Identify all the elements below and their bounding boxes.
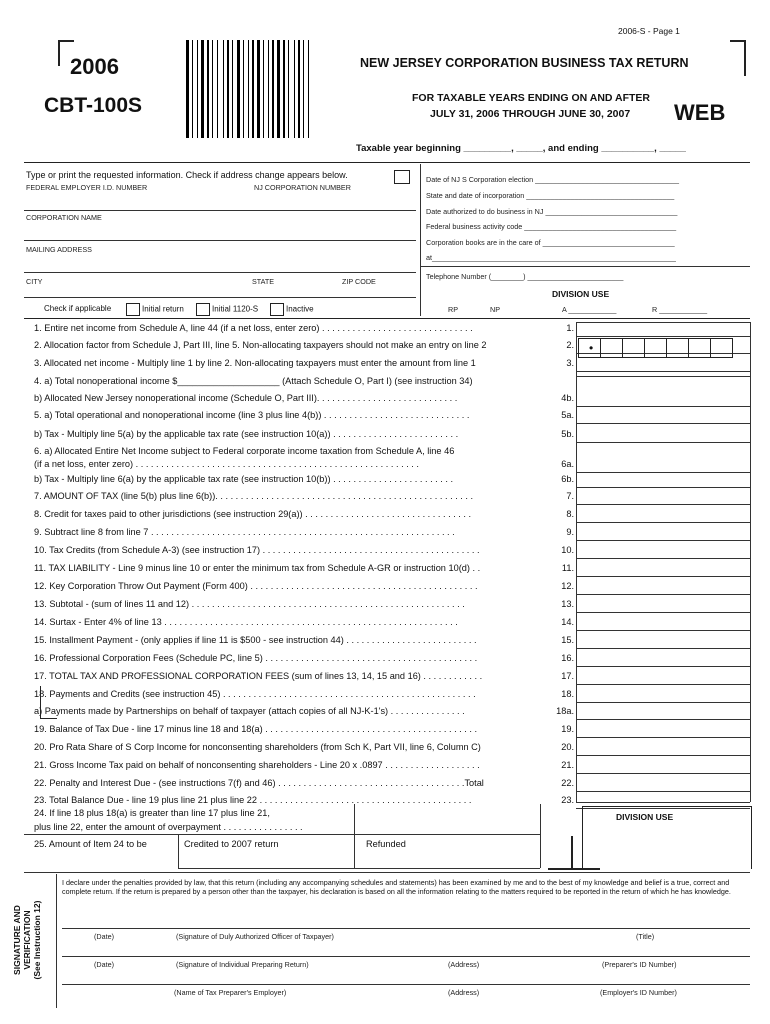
allocation-digit-box[interactable] [622,338,645,358]
line-24-text-1: 24. If line 18 plus 18(a) is greater than line 17 plus line 21, [34,808,270,818]
line-24-amount-field[interactable] [576,755,750,756]
barcode-bar [272,40,274,138]
inactive-label: Inactive [286,304,314,314]
zip-label: ZIP CODE [342,277,376,286]
rp-label: RP [448,305,458,314]
amount-row-1-top [576,322,750,323]
line-11-amount-field[interactable] [576,522,750,523]
division-use-mark-h [548,868,600,870]
line-19-text: 16. Professional Corporation Fees (Schedule PC, line 5) . . . . . . . . . . . . . . . . . . . . . . . . . . . . . . . . . . . . . . . . . . [34,653,478,663]
side-label-1: SIGNATURE AND [12,905,22,975]
amount-col-right [750,322,751,802]
line-16-amount-field[interactable] [576,612,750,613]
line-22-amount-field[interactable] [576,719,750,720]
barcode-bar [227,40,229,138]
line-0-text: 1. Entire net income from Schedule A, line 44 (if a net loss, enter zero) . . . . . . . . . . . . . . . . . . . . . . . . . . . . . . [34,323,473,333]
division-use-top: DIVISION USE [552,289,610,299]
line-14-amount-field[interactable] [576,576,750,577]
corp-name-field-line[interactable] [24,240,416,241]
line-2-amount-field[interactable] [576,371,750,372]
sig-date-1: (Date) [94,932,114,941]
line-19-amount-field[interactable] [576,666,750,667]
line-25-bottom [178,868,540,869]
date-authorized[interactable]: Date authorized to do business in NJ _________________________________ [426,207,678,216]
fein-label: FEDERAL EMPLOYER I.D. NUMBER [26,183,148,192]
line-5-text: 5. a) Total operational and nonoperational income (line 3 plus line 4(b)) . . . . . . . . . . . . . . . . . . . . . . . . . . . . . [34,410,470,420]
barcode-bar [294,40,295,138]
line-10-amount-field[interactable] [576,504,750,505]
line-17-number: 14. [561,617,574,627]
sig-title: (Title) [636,932,655,941]
line-24-amount-right [540,804,541,868]
line-2-text: 3. Allocated net income - Multiply line 1 by line 2. Non-allocating taxpayers must enter the amount from line 1 [34,358,476,368]
line-18-text: 15. Installment Payment - (only applies if line 11 is $500 - see instruction 44) . . . . . . . . . . . . . . . . . . . . . . . . . . [34,635,477,645]
officer-sig-line[interactable] [62,928,750,929]
page-label: 2006-S - Page 1 [618,26,680,36]
line-9-number: 6b. [561,474,574,484]
inactive-checkbox[interactable] [270,303,284,316]
amount-line3-under [576,376,750,377]
line-17-text: 14. Surtax - Enter 4% of line 13 . . . . . . . . . . . . . . . . . . . . . . . . . . . . . . . . . . . . . . . . . . . . . . . . . . . . . . . . . . [34,617,458,627]
line-3-text: 4. a) Total nonoperational income $____________________ (Attach Schedule O, Part I) (see instruction 34) [34,376,473,386]
corp-name-label: CORPORATION NAME [26,213,102,222]
line-15-text: 12. Key Corporation Throw Out Payment (Form 400) . . . . . . . . . . . . . . . . . . . . . . . . . . . . . . . . . . . . . . . . . . . . . [34,581,478,591]
line-26-number: 22. [561,778,574,788]
sig-employer-name: (Name of Tax Preparer's Employer) [174,988,287,997]
line-26-text: 22. Penalty and Interest Due - (see instructions 7(f) and 46) . . . . . . . . . . . . . . . . . . . . . . . . . . . . . . . . . . . . .Total [34,778,484,788]
line-4-number: 4b. [561,393,574,403]
nj-corp-label: NJ CORPORATION NUMBER [254,183,351,192]
line-5-amount-field[interactable] [576,423,750,424]
sig-preparer: (Signature of Individual Preparing Return) [176,960,309,969]
refunded-label: Refunded [366,839,406,849]
barcode-bar [197,40,198,138]
city-label: CITY [26,277,43,286]
line-25-number: 21. [561,760,574,770]
line-24-number: 20. [561,742,574,752]
np-label: NP [490,305,500,314]
barcode-bar [243,40,244,138]
barcode-bar [223,40,224,138]
line-13-text: 10. Tax Credits (from Schedule A-3) (see instruction 17) . . . . . . . . . . . . . . . . . . . . . . . . . . . . . . . . . . . . . . . . . . . [34,545,480,555]
barcode-bar [257,40,260,138]
address-change-checkbox[interactable] [394,170,410,184]
line-12-text: 9. Subtract line 8 from line 7 . . . . . . . . . . . . . . . . . . . . . . . . . . . . . . . . . . . . . . . . . . . . . . . . . . . . . . . . . . . . [34,527,455,537]
barcode-bar [248,40,249,138]
signature-side-rule [56,874,57,1008]
line-22-text: a) Payments made by Partnerships on behalf of taxpayer (attach copies of all NJ-K-1's) . . . . . . . . . . . . . . . [34,706,465,716]
initial-return-option[interactable] [126,303,184,316]
line-5-number: 5a. [561,410,574,420]
division-r: R ____________ [652,305,708,314]
line-10-number: 7. [566,491,574,501]
right-block-divider [420,164,421,316]
line-22-number: 18a. [556,706,574,716]
initial-return-checkbox[interactable] [126,303,140,316]
check-applicable [44,304,111,313]
side-label-3: (See Instruction 12) [32,900,42,980]
state-label: STATE [252,277,275,286]
line-20-text: 17. TOTAL TAX AND PROFESSIONAL CORPORATION FEES (sum of lines 13, 14, 15 and 16) . . . . . . . . . . . . [34,671,483,681]
allocation-digit-box[interactable] [666,338,689,358]
fein-field-line[interactable] [24,210,416,211]
line-4-amount-field[interactable] [576,406,750,407]
rule-signature-top [24,872,750,873]
line-9-amount-field[interactable] [576,487,750,488]
line-24-rule [24,834,354,835]
decimal-point: • [589,341,594,355]
allocation-digit-box[interactable] [710,338,733,358]
line-16-text: 13. Subtotal - (sum of lines 11 and 12) . . . . . . . . . . . . . . . . . . . . . . . . . . . . . . . . . . . . . . . . . . . . . . . . . . . . . . [34,599,465,609]
barcode-bar [232,40,233,138]
line-24-text-2: plus line 22, enter the amount of overpayment . . . . . . . . . . . . . . . . [34,822,303,832]
line-27-number: 23. [561,795,574,805]
employer-line[interactable] [62,984,750,985]
line-0-amount-field[interactable] [576,336,750,337]
taxable-year: Taxable year beginning _________, _____, and ending __________, _____ [356,143,686,154]
line-21-number: 18. [561,689,574,699]
barcode-bar [186,40,189,138]
city-field-line[interactable] [24,297,416,298]
allocation-digit-box[interactable] [644,338,667,358]
web-label: WEB [674,100,726,125]
mailing-field-line[interactable] [24,272,416,273]
declaration-text: I declare under the penalties provided by law, that this return (including any accompanying schedules and statements) has been examined by me and to the best of my knowledge and belief is a true, correct and complete return. If the return is prepared by a person other than the taxpayer, his declaration is based on all the information relating to the matters required to be reported in the return of which he has knowledge. [62,878,731,896]
line-9-text: b) Tax - Multiply line 6(a) by the applicable tax rate (see instruction 10(b)) . . . . . . . . . . . . . . . . . . . . . . . . [34,474,454,484]
id-instruction [26,170,348,180]
barcode-bar [217,40,218,138]
sig-address-2: (Address) [448,988,480,997]
rule-lines-top [24,318,750,319]
sig-address-1: (Address) [448,960,480,969]
line-12-number: 9. [566,527,574,537]
line-11-number: 8. [566,509,574,519]
line-23-text: 19. Balance of Tax Due - line 17 minus line 18 and 18(a) . . . . . . . . . . . . . . . . . . . . . . . . . . . . . . . . . . . . . . . . . . [34,724,478,734]
line-1-text: 2. Allocation factor from Schedule J, Part III, line 5. Non-allocating taxpayers should not make an entry on line 2 [34,340,487,350]
amount-col-left [576,322,577,802]
form-subtitle-2: JULY 31, 2006 THROUGH JUNE 30, 2007 [430,108,631,120]
line-16-number: 13. [561,599,574,609]
line-11-text: 8. Credit for taxes paid to other jurisdictions (see instruction 29(a)) . . . . . . . . . . . . . . . . . . . . . . . . . . . . . . . . . [34,509,472,519]
barcode-bar [298,40,300,138]
books-at[interactable]: at_____________________________________________________________ [426,253,676,262]
barcode-bar [192,40,193,138]
line-14-number: 11. [561,563,574,573]
line-8-number: 6a. [561,459,574,469]
line-13-amount-field[interactable] [576,558,750,559]
line-4-text: b) Allocated New Jersey nonoperational income (Schedule O, Part III). . . . . . . . . . . . . . . . . . . . . . . . . . . . [34,393,458,403]
signature-side-label [12,874,52,1006]
line-21-amount-field[interactable] [576,702,750,703]
form-id: CBT-100S [44,94,143,117]
federal-activity-code[interactable]: Federal business activity code ______________________________________ [426,222,677,231]
line-10-text: 7. AMOUNT OF TAX (line 5(b) plus line 6(b)). . . . . . . . . . . . . . . . . . . . . . . . . . . . . . . . . . . . . . . . . . . . . . . . . . . [34,491,474,501]
line-18-amount-field[interactable] [576,648,750,649]
books-care-of[interactable]: Corporation books are in the care of _________________________________ [426,238,675,247]
division-a: A ____________ [562,305,617,314]
line-1-number: 2. [566,340,574,350]
line-8-text: (if a net loss, enter zero) . . . . . . . . . . . . . . . . . . . . . . . . . . . . . . . . . . . . . . . . . . . . . . . . . . . . . . . . [34,459,419,469]
amount-col-bottom [576,802,750,803]
line-24-divider [354,804,355,868]
barcode-bar [303,40,304,138]
barcode-bar [201,40,204,138]
initial-1120s-checkbox[interactable] [196,303,210,316]
allocation-digit-box[interactable] [600,338,623,358]
barcode-bar [283,40,285,138]
line-25-divider-1 [178,834,179,868]
line-24-text: 20. Pro Rata Share of S Corp Income for nonconsenting shareholders (from Sch K, Part VII, line 6, Column C) [34,742,481,752]
line-15-number: 12. [561,581,574,591]
division-use-mark-v [571,836,573,870]
line-15-amount-field[interactable] [576,594,750,595]
sig-preparer-id: (Preparer's ID Number) [602,960,677,969]
barcode-bar [207,40,209,138]
barcode-bar [237,40,240,138]
line-6-number: 5b. [561,429,574,439]
line-23-number: 19. [561,724,574,734]
barcode-bar [308,40,309,138]
barcode-bar [212,40,213,138]
barcode-bar [277,40,280,138]
credited-label: Credited to 2007 return [184,839,279,849]
line-2-number: 3. [566,358,574,368]
line-8-amount-field[interactable] [576,472,750,473]
line-21-text: 18. Payments and Credits (see instruction 45) . . . . . . . . . . . . . . . . . . . . . . . . . . . . . . . . . . . . . . . . . . . . . . . . . . [34,689,476,699]
form-subtitle-1: FOR TAXABLE YEARS ENDING ON AND AFTER [412,92,651,104]
corner-bracket-right [730,40,746,76]
line-6-text: b) Tax - Multiply line 5(a) by the applicable tax rate (see instruction 10(a)) . . . . . . . . . . . . . . . . . . . . . . . . . [34,429,459,439]
barcode-bar [288,40,289,138]
initial-1120s-option[interactable] [196,303,258,316]
line-25-label: 25. Amount of Item 24 to be [34,839,147,849]
line-23-amount-field[interactable] [576,737,750,738]
initial-return-label: Initial return [142,304,184,314]
id-instruction-text: Type or print the requested information. Check if address change appears below. [26,170,348,180]
preparer-sig-line[interactable] [62,956,750,957]
line-26-amount-field[interactable] [576,791,750,792]
sig-employer-id: (Employer's ID Number) [600,988,677,997]
line-19-number: 16. [561,653,574,663]
state-incorporation[interactable]: State and date of incorporation _____________________________________ [426,191,675,200]
barcode-bar [263,40,264,138]
form-year: 2006 [70,54,119,79]
line-25-amount-field[interactable] [576,773,750,774]
side-label-2: VERIFICATION [22,910,32,970]
line-24-amount-bottom [354,834,540,835]
check-label: Check if applicable [44,304,112,313]
inactive-option[interactable] [270,303,314,316]
line-20-amount-field[interactable] [576,684,750,685]
line-18-bracket [40,686,57,719]
sig-officer: (Signature of Duly Authorized Officer of Taxpayer) [176,932,334,941]
line-13-number: 10. [561,545,574,555]
mailing-label: MAILING ADDRESS [26,245,92,254]
barcode-bar [252,40,254,138]
barcode [186,40,354,138]
allocation-digit-box[interactable] [688,338,711,358]
line-12-amount-field[interactable] [576,540,750,541]
line-18-number: 15. [561,635,574,645]
line-6-amount-field[interactable] [576,442,750,443]
initial-1120s-label: Initial 1120-S [212,304,259,314]
telephone-number[interactable]: Telephone Number (________) ________________________ [426,272,624,281]
line-25-text: 21. Gross Income Tax paid on behalf of nonconsenting shareholders - Line 20 x .0897 . . . . . . . . . . . . . . . . . . . [34,760,480,770]
line-7-text: 6. a) Allocated Entire Net Income subject to Federal corporate income taxation from Schedule A, line 46 [34,446,455,456]
form-title: NEW JERSEY CORPORATION BUSINESS TAX RETURN [360,56,689,70]
line-0-number: 1. [566,323,574,333]
sig-date-2: (Date) [94,960,114,969]
line-20-number: 17. [561,671,574,681]
line-27-text: 23. Total Balance Due - line 19 plus line 21 plus line 22 . . . . . . . . . . . . . . . . . . . . . . . . . . . . . . . . . . . . . . . . . . [34,795,472,805]
line-17-amount-field[interactable] [576,630,750,631]
division-use-bottom: DIVISION USE [616,812,674,822]
rule-telephone-top [420,266,750,267]
nj-s-election[interactable]: Date of NJ S Corporation election ____________________________________ [426,175,679,184]
line-14-text: 11. TAX LIABILITY - Line 9 minus line 10 or enter the minimum tax from Schedule A-GR or instruction 10(d) . . [34,563,481,573]
barcode-bar [268,40,269,138]
rule-top [24,162,750,163]
